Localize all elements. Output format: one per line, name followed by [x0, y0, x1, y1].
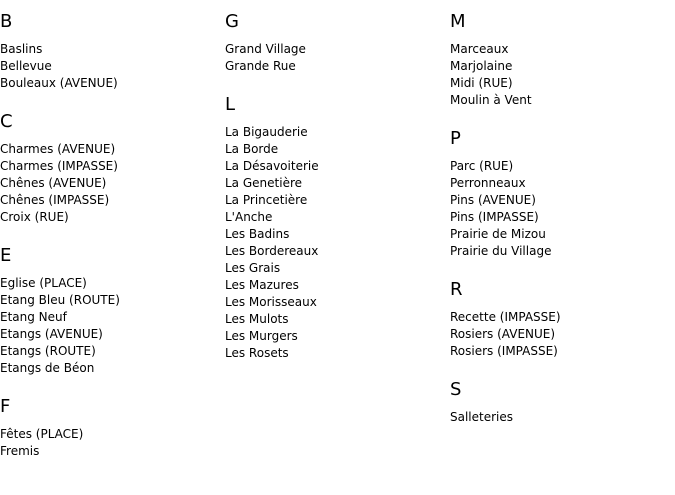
street-name: Etangs (ROUTE): [0, 344, 96, 358]
street-name: La Borde: [225, 142, 279, 156]
street-list: [450, 409, 670, 426]
street-name: Chênes (AVENUE): [0, 176, 107, 190]
letter-heading: C: [0, 111, 13, 132]
letter-group: [225, 94, 445, 362]
letter-group: [450, 379, 670, 426]
street-name: Perronneaux: [450, 176, 526, 190]
street-name: Salleteries: [450, 410, 514, 424]
street-name: Prairie du Village: [450, 244, 552, 258]
street-list: [450, 309, 670, 360]
letter-heading: R: [450, 279, 463, 300]
street-name: Etangs de Béon: [0, 361, 95, 375]
street-name: Bouleaux (AVENUE): [0, 76, 118, 90]
street-name: Chênes (IMPASSE): [0, 193, 110, 207]
letter-group: [450, 11, 670, 109]
street-list: [225, 41, 445, 75]
street-name: La Princetière: [225, 193, 308, 207]
index-column-2: [225, 11, 445, 381]
street-list: [0, 426, 220, 460]
street-name: Parc (RUE): [450, 159, 514, 173]
letter-group: [450, 128, 670, 260]
street-name: La Désavoiterie: [225, 159, 319, 173]
street-name: La Genetière: [225, 176, 302, 190]
street-name: Les Mulots: [225, 312, 289, 326]
letter-group: [0, 245, 220, 377]
street-name: Les Mazures: [225, 278, 299, 292]
letter-group: [0, 396, 220, 460]
street-name: L'Anche: [225, 210, 273, 224]
street-name: Bellevue: [0, 59, 52, 73]
letter-heading: F: [0, 396, 11, 417]
street-name: Grande Rue: [225, 59, 296, 73]
street-name: Etangs (AVENUE): [0, 327, 103, 341]
street-name: Les Badins: [225, 227, 290, 241]
street-name: Croix (RUE): [0, 210, 69, 224]
street-name: Les Grais: [225, 261, 281, 275]
letter-heading: B: [0, 11, 13, 32]
street-name: Moulin à Vent: [450, 93, 532, 107]
street-name: Prairie de Mizou: [450, 227, 546, 241]
letter-heading: L: [225, 94, 236, 115]
letter-heading: S: [450, 379, 462, 400]
letter-heading: P: [450, 128, 461, 149]
street-name: Charmes (IMPASSE): [0, 159, 118, 173]
street-list: [225, 124, 445, 362]
letter-heading: M: [450, 11, 466, 32]
street-name: Les Murgers: [225, 329, 298, 343]
letter-group: [0, 11, 220, 92]
street-name: La Bigauderie: [225, 125, 308, 139]
letter-heading: G: [225, 11, 239, 32]
street-name: Fêtes (PLACE): [0, 427, 84, 441]
street-name: Etang Bleu (ROUTE): [0, 293, 120, 307]
street-name: Pins (AVENUE): [450, 193, 536, 207]
street-name: Baslins: [0, 42, 43, 56]
street-list: [0, 141, 220, 226]
street-name: Les Rosets: [225, 346, 289, 360]
street-list: [0, 275, 220, 377]
street-name: Midi (RUE): [450, 76, 513, 90]
street-name: Marceaux: [450, 42, 509, 56]
street-name: Grand Village: [225, 42, 306, 56]
street-name: Fremis: [0, 444, 40, 458]
index-column-3: [450, 11, 670, 445]
index-column-1: [0, 11, 220, 479]
street-list: [0, 41, 220, 92]
street-name: Les Bordereaux: [225, 244, 319, 258]
street-name: Les Morisseaux: [225, 295, 317, 309]
street-list: [450, 41, 670, 109]
street-name: Rosiers (IMPASSE): [450, 344, 558, 358]
letter-group: [450, 279, 670, 360]
street-name: Eglise (PLACE): [0, 276, 87, 290]
letter-group: [0, 111, 220, 226]
letter-group: [225, 11, 445, 75]
street-name: Charmes (AVENUE): [0, 142, 116, 156]
letter-heading: E: [0, 245, 12, 266]
street-name: Recette (IMPASSE): [450, 310, 561, 324]
street-list: [450, 158, 670, 260]
street-name: Rosiers (AVENUE): [450, 327, 556, 341]
street-name: Pins (IMPASSE): [450, 210, 539, 224]
street-name: Etang Neuf: [0, 310, 67, 324]
street-name: Marjolaine: [450, 59, 513, 73]
